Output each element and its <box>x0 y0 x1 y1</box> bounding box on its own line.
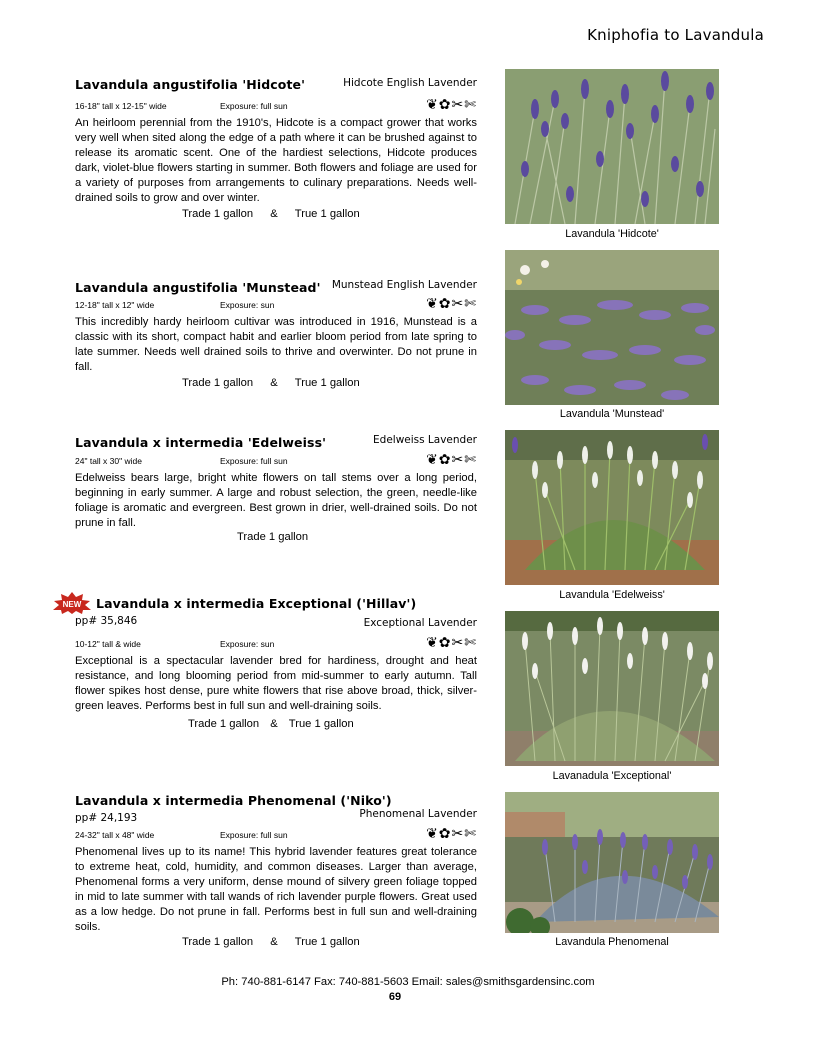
attribute-icons <box>426 635 477 649</box>
size-option: True 1 gallon <box>294 936 360 948</box>
container-sizes <box>182 208 360 220</box>
plant-entry-edelweiss <box>75 434 477 531</box>
size-separator: & <box>270 936 278 948</box>
common-name: Phenomenal Lavender <box>359 808 477 820</box>
common-name: Exceptional Lavender <box>363 617 477 629</box>
plant-title: Lavandula angustifolia 'Hidcote' <box>75 77 306 92</box>
butterfly-icon: ✿ <box>438 825 452 841</box>
size-option: Trade 1 gallon <box>237 531 309 543</box>
size-option: Trade 1 gallon <box>188 718 260 730</box>
plant-entry-hidcote <box>75 76 477 205</box>
plant-entry-exceptional <box>75 595 477 714</box>
container-sizes <box>182 936 360 948</box>
photo-caption: Lavandula Phenomenal <box>555 936 669 948</box>
leaf-icon: ❦ <box>426 634 439 650</box>
plant-exposure: Exposure: full sun <box>220 456 288 466</box>
container-sizes <box>182 377 360 389</box>
common-name: Edelweiss Lavender <box>373 434 477 446</box>
butterfly-icon: ✿ <box>438 295 452 311</box>
common-name: Munstead English Lavender <box>331 279 477 291</box>
leaf-icon: ❦ <box>426 295 439 311</box>
plant-size: 12-18" tall x 12" wide <box>75 300 155 310</box>
plant-size: 24" tall x 30" wide <box>75 456 142 466</box>
leaf-icon: ❦ <box>426 825 439 841</box>
plant-title: Lavandula x intermedia 'Edelweiss' <box>75 435 327 450</box>
plant-photo-phenomenal <box>505 792 719 933</box>
plant-photo-munstead <box>505 250 719 405</box>
plant-exposure: Exposure: sun <box>220 639 275 649</box>
size-option: True 1 gallon <box>294 208 360 220</box>
plant-description: Phenomenal lives up to its name! This hybrid lavender features great tolerance to extreme heat, cold, humidity, and common diseases. Larger than average, Phenomenal forms a very uniform, dense mound of silvery green foliage topped in mid to late summer with tall wands of rich lavender purple flowers. Great used as a low hedge. Do not prune in fall. Performs best in full sun and well-draining soils. <box>75 846 477 933</box>
photo-caption: Lavanadula 'Exceptional' <box>552 770 672 782</box>
bird-icon: ✂ <box>451 825 465 841</box>
plant-title: Lavandula x intermedia Exceptional ('Hillav') <box>96 596 417 611</box>
plant-title: Lavandula angustifolia 'Munstead' <box>75 280 321 295</box>
common-name: Hidcote English Lavender <box>343 77 477 89</box>
contact-footer: Ph: 740-881-6147 Fax: 740-881-5603 Email: sales@smithsgardensinc.com <box>221 976 595 988</box>
bird-icon: ✂ <box>451 451 465 467</box>
plant-size: 24-32" tall x 48" wide <box>75 830 155 840</box>
attribute-icons <box>426 296 477 310</box>
bird-icon: ✂ <box>451 634 465 650</box>
photo-caption: Lavandula 'Hidcote' <box>565 228 659 240</box>
butterfly-icon: ✿ <box>438 634 452 650</box>
plant-patent: pp# 24,193 <box>75 812 138 824</box>
plant-exposure: Exposure: sun <box>220 300 275 310</box>
cut-flower-icon: ✄ <box>464 634 477 650</box>
size-option: Trade 1 gallon <box>182 936 254 948</box>
size-separator: & <box>270 718 278 730</box>
cut-flower-icon: ✄ <box>464 825 477 841</box>
new-badge-label: NEW <box>62 600 82 609</box>
plant-patent: pp# 35,846 <box>75 615 138 627</box>
cut-flower-icon: ✄ <box>464 295 477 311</box>
plant-entry-munstead <box>75 279 477 375</box>
plant-exposure: Exposure: full sun <box>220 830 288 840</box>
size-option: Trade 1 gallon <box>182 208 254 220</box>
size-option: True 1 gallon <box>288 718 354 730</box>
plant-entry-phenomenal <box>75 792 477 934</box>
plant-description: An heirloom perennial from the 1910's, Hidcote is a compact grower that works very well when sited along the edge of a path where it can be brushed against to release its aromatic scent. One of the hardiest selections, Hidcote produces dark, violet-blue flowers starting in summer. Both flowers and foliage are used for a variety of purposes from arrangements to culinary preparations. Needs well-drained soils to grow and over winter. <box>75 117 477 204</box>
butterfly-icon: ✿ <box>438 451 452 467</box>
plant-description: Exceptional is a spectacular lavender bred for hardiness, drought and heat resistance, and long blooming period from mid-summer to early autumn. Tall flower spikes host dense, pure white flowers that rise above broad, thick, silver-green leaves. Performs best in full sun and well-draining soils. <box>75 655 477 712</box>
photo-caption: Lavandula 'Edelweiss' <box>559 589 665 601</box>
photo-caption: Lavandula 'Munstead' <box>559 408 665 420</box>
size-separator: & <box>270 208 278 220</box>
plant-description: This incredibly hardy heirloom cultivar was introduced in 1916, Munstead is a classic with its short, compact habit and earlier bloom period from late spring to late summer. Needs well drained soils to thrive and overwinter. Do not prune in fall. <box>75 316 477 373</box>
attribute-icons <box>426 826 477 840</box>
bird-icon: ✂ <box>451 96 465 112</box>
plant-size: 16-18" tall x 12-15" wide <box>75 101 167 111</box>
size-separator: & <box>270 377 278 389</box>
section-title: Kniphofia to Lavandula <box>587 26 764 44</box>
container-sizes <box>237 531 308 543</box>
size-option: True 1 gallon <box>294 377 360 389</box>
plant-photo-edelweiss <box>505 430 719 585</box>
container-sizes <box>188 718 354 730</box>
plant-description: Edelweiss bears large, bright white flowers on tall stems over a long period, beginning in early summer. A large and robust selection, the green, needle-like foliage is aromatic and evergreen. Best grown in drier, well-drained soils. Do not prune in fall. <box>75 472 477 529</box>
plant-photo-hidcote <box>505 69 719 224</box>
plant-photo-exceptional <box>505 611 719 766</box>
leaf-icon: ❦ <box>426 96 439 112</box>
size-option: Trade 1 gallon <box>182 377 254 389</box>
plant-size: 10-12" tall & wide <box>75 639 141 649</box>
attribute-icons <box>426 452 477 466</box>
attribute-icons <box>426 97 477 111</box>
bird-icon: ✂ <box>451 295 465 311</box>
plant-exposure: Exposure: full sun <box>220 101 288 111</box>
plant-title: Lavandula x intermedia Phenomenal ('Niko') <box>75 793 392 808</box>
leaf-icon: ❦ <box>426 451 439 467</box>
cut-flower-icon: ✄ <box>464 451 477 467</box>
page-number: 69 <box>388 991 402 1003</box>
cut-flower-icon: ✄ <box>464 96 477 112</box>
butterfly-icon: ✿ <box>438 96 452 112</box>
